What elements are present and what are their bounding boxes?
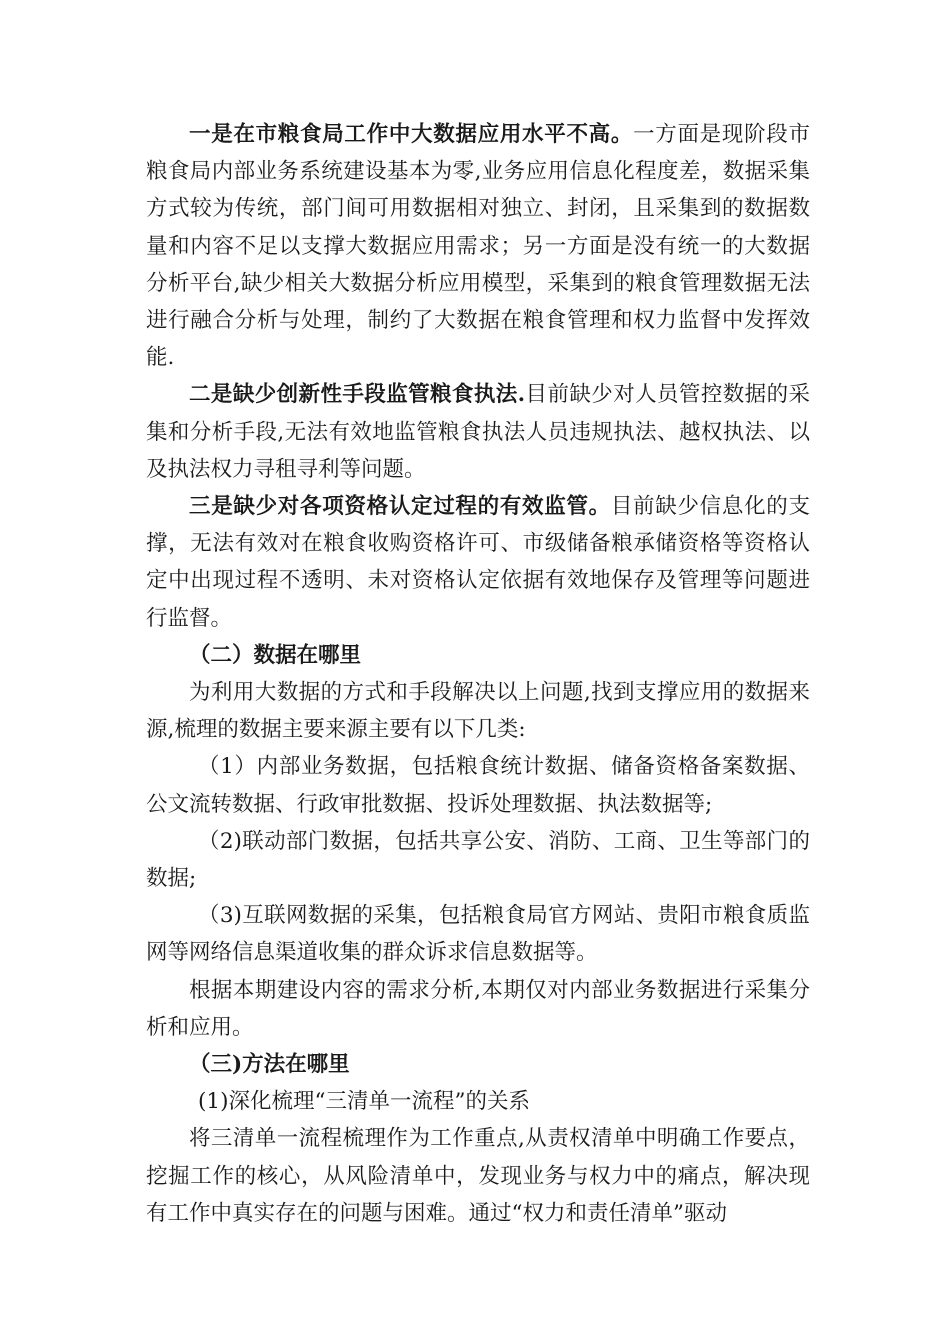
list-item-internet-data: （3)互联网数据的采集，包括粮食局官方网站、贵阳市粮食质监网等网络信息渠道收集的群众诉求信息数据等。 xyxy=(146,903,810,966)
paragraph-scope: 根据本期建设内容的需求分析,本期仅对内部业务数据进行采集分析和应用。 xyxy=(146,977,810,1040)
paragraph-lead: 三是缺少对各项资格认定过程的有效监管。 xyxy=(189,494,611,520)
list-item-department-data: （2)联动部门数据，包括共享公安、消防、工商、卫生等部门的数据; xyxy=(146,828,810,892)
list-item-internal-data: （1）内部业务数据，包括粮食统计数据、储备资格备案数据、公文流转数据、行政审批数据、投诉处理数据、执法数据等; xyxy=(146,754,810,817)
paragraph-problem-3 xyxy=(146,488,810,637)
paragraph-text: 一方面是现阶段市粮食局内部业务系统建设基本为零,业务应用信息化程度差，数据采集方式较为传统，部门间可用数据相对独立、封闭，且采集到的数据数量和内容不足以支撑大数据应用需求；另一方面是没有统一的大数据分析平台,缺少相关大数据分析应用模型，采集到的粮食管理数据无法进行融合分析与处理，制约了大数据在粮食管理和权力监督中发挥效能. xyxy=(146,122,810,371)
section-heading-data-sources: （二）数据在哪里 xyxy=(189,642,362,668)
subheading-three-lists: (1)深化梳理“三清单一流程”的关系 xyxy=(198,1089,530,1115)
paragraph-lead: 一是在市粮食局工作中大数据应用水平不高。 xyxy=(189,122,634,147)
paragraph-lead: 二是缺少创新性手段监管粮食执法. xyxy=(189,382,526,408)
paragraph-problem-1 xyxy=(146,116,810,376)
paragraph-text: 目前缺少对人员管控数据的采集和分析手段,无法有效地监管粮食执法人员违规执法、越权执法、以及执法权力寻租寻利等问题。 xyxy=(146,382,810,482)
section-heading-methods: （三)方法在哪里 xyxy=(189,1052,350,1078)
document-page xyxy=(146,116,810,1232)
paragraph-data-sources-intro: 为利用大数据的方式和手段解决以上问题,找到支撑应用的数据来源,梳理的数据主要来源主要有以下几类: xyxy=(146,680,810,743)
paragraph-three-lists: 将三清单一流程梳理作为工作重点,从责权清单中明确工作要点，挖掘工作的核心，从风险清单中，发现业务与权力中的痛点，解决现有工作中真实存在的问题与困难。通过“权力和责任清单”驱动 xyxy=(146,1126,810,1226)
paragraph-text: 目前缺少信息化的支撑，无法有效对在粮食收购资格许可、市级储备粮承储资格等资格认定中出现过程不透明、未对资格认定依据有效地保存及管理等问题进行监督。 xyxy=(146,494,810,631)
paragraph-problem-2 xyxy=(146,376,810,488)
